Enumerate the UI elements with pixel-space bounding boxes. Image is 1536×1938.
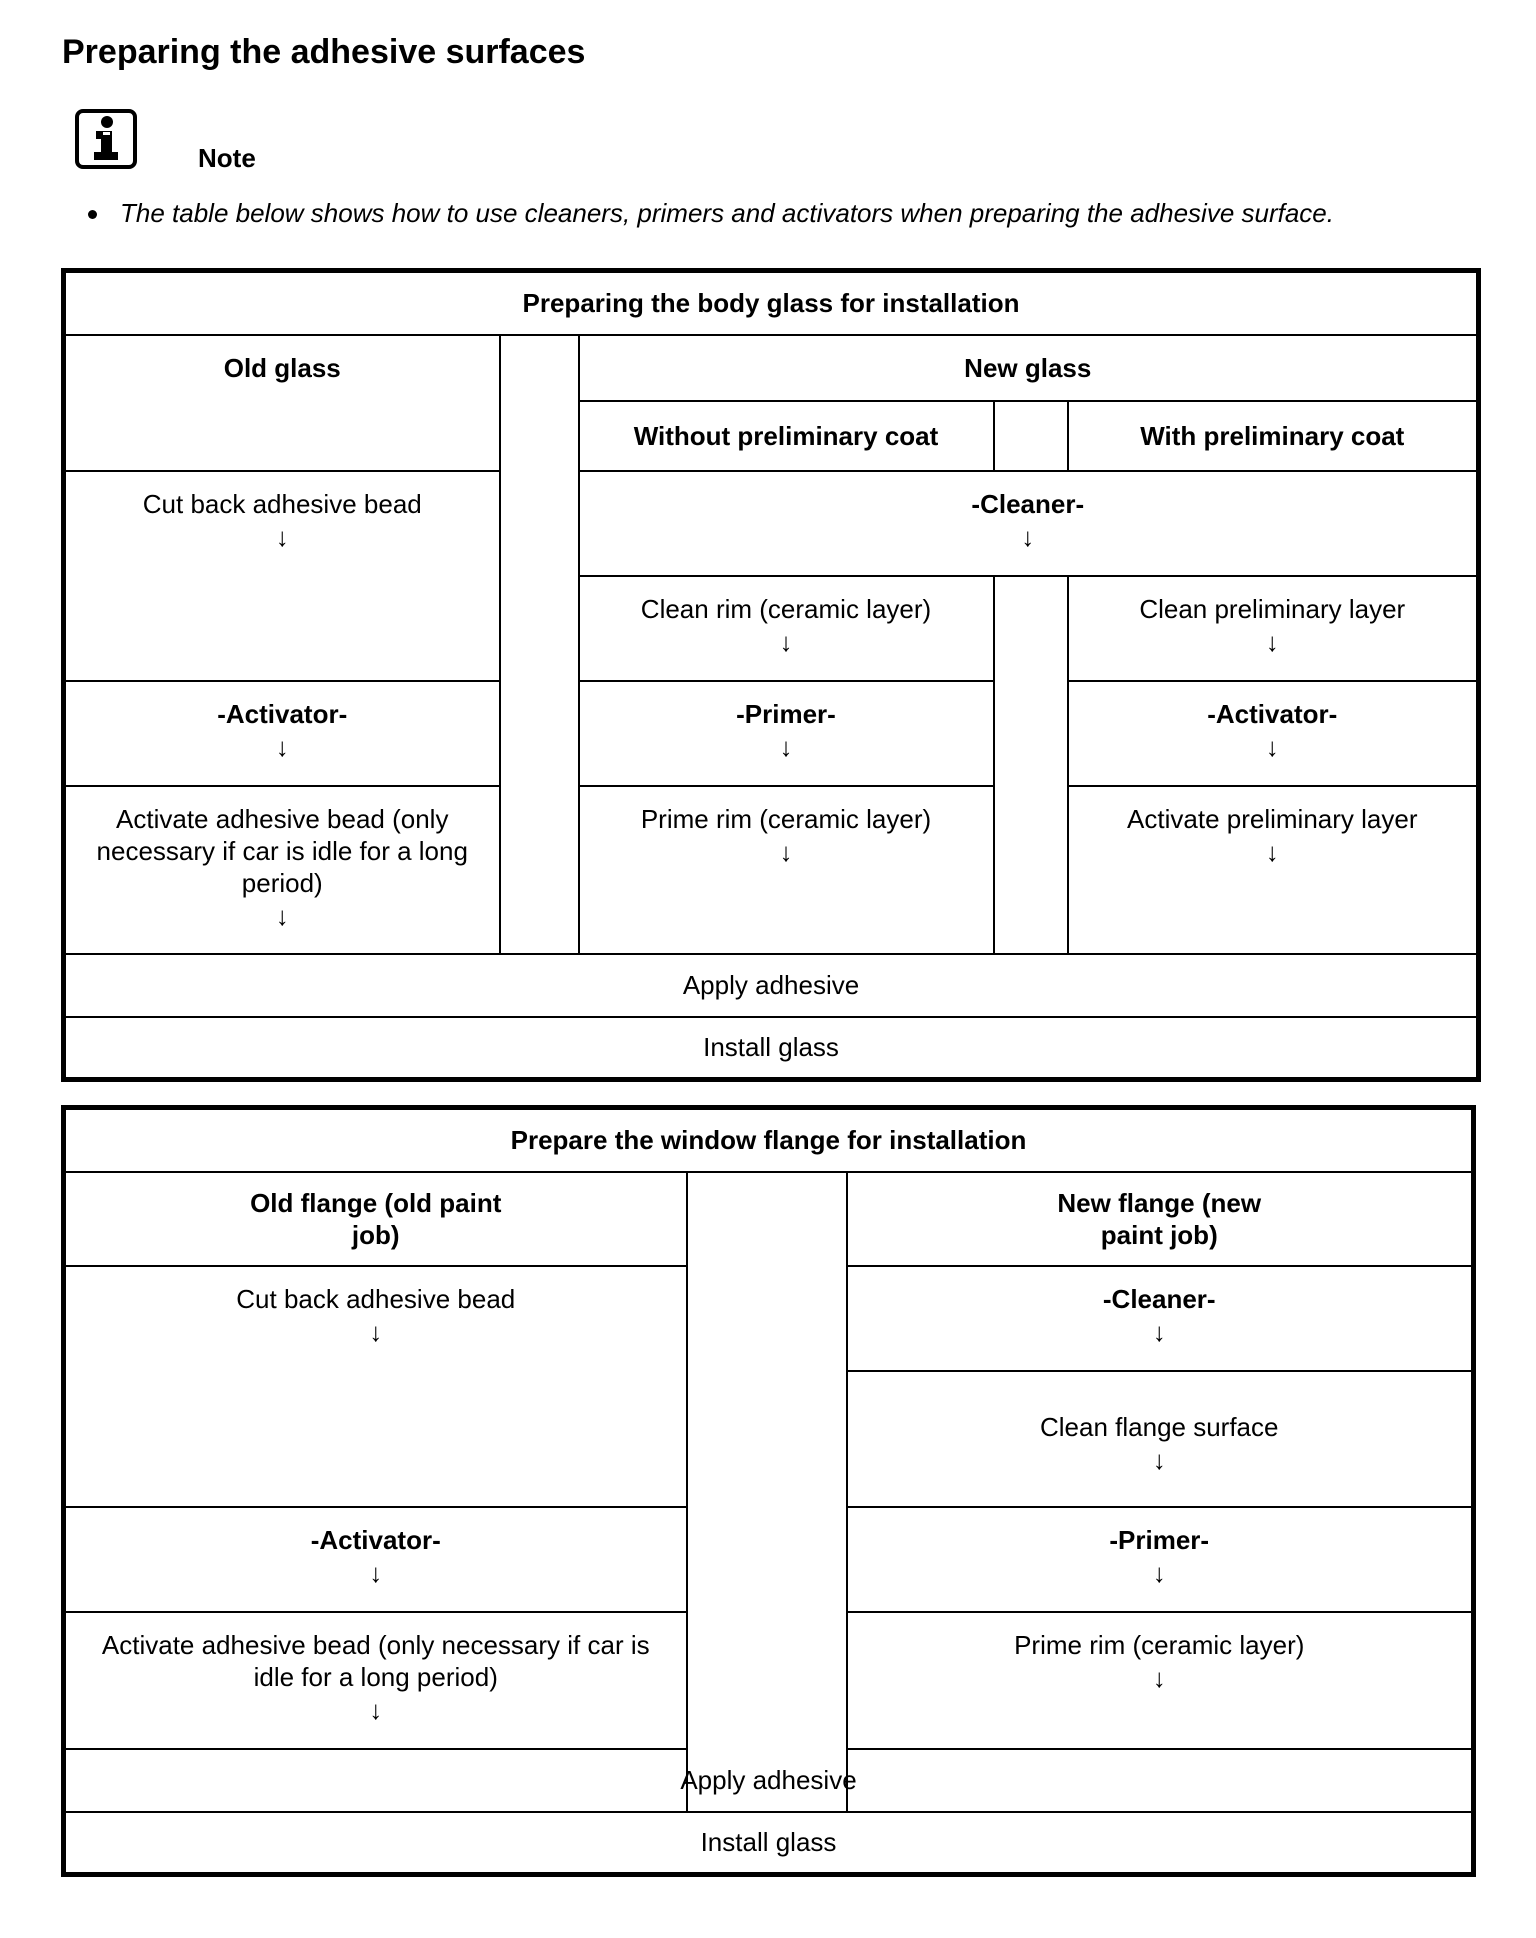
new-flange-step3: -Primer- ↓ [847,1507,1474,1612]
spacer-column [500,335,579,954]
new-flange-step4: Prime rim (ceramic layer) ↓ [847,1612,1474,1749]
cleaner-cell: -Cleaner- ↓ [579,471,1479,576]
without-coat-step1: Clean rim (ceramic layer) ↓ [579,576,994,681]
down-arrow-icon: ↓ [779,731,793,762]
down-arrow-icon: ↓ [369,1694,383,1725]
down-arrow-icon: ↓ [1152,1662,1166,1693]
old-flange-step2: -Activator- ↓ [64,1507,687,1612]
old-flange-header: Old flange (old paint job) [64,1172,687,1266]
old-glass-step3: Activate adhesive bead (only necessary if car is idle for a long period) ↓ [64,786,500,954]
down-arrow-icon: ↓ [1152,1444,1166,1475]
body-glass-table [61,268,1481,1082]
page-title: Preparing the adhesive surfaces [62,33,586,71]
window-flange-table [61,1105,1476,1877]
spacer-column [687,1172,847,1812]
down-arrow-icon: ↓ [1265,731,1279,762]
new-glass-header: New glass [579,335,1479,401]
note-label: Note [198,143,256,173]
down-arrow-icon: ↓ [1152,1316,1166,1347]
new-flange-header: New flange (new paint job) [847,1172,1474,1266]
old-glass-step1: Cut back adhesive bead ↓ [64,471,500,681]
table-title: Preparing the body glass for installation [64,271,1479,335]
without-coat-step3: Prime rim (ceramic layer) ↓ [579,786,994,954]
old-glass-step2: -Activator- ↓ [64,681,500,786]
apply-adhesive-row: Apply adhesive [64,1749,1474,1812]
down-arrow-icon: ↓ [1152,1557,1166,1588]
with-coat-header: With preliminary coat [1068,401,1479,471]
down-arrow-icon: ↓ [275,521,289,552]
down-arrow-icon: ↓ [1021,521,1035,552]
old-glass-header: Old glass [64,335,500,471]
new-flange-step2: Clean flange surface ↓ [847,1371,1474,1507]
down-arrow-icon: ↓ [369,1557,383,1588]
old-flange-step1: Cut back adhesive bead ↓ [64,1266,687,1507]
down-arrow-icon: ↓ [1265,626,1279,657]
install-glass-row: Install glass [64,1812,1474,1875]
spacer-cell [994,401,1068,471]
info-note-icon [74,108,138,172]
down-arrow-icon: ↓ [275,900,289,931]
old-flange-step3: Activate adhesive bead (only necessary if car is idle for a long period) ↓ [64,1612,687,1749]
down-arrow-icon: ↓ [1265,836,1279,867]
down-arrow-icon: ↓ [275,731,289,762]
down-arrow-icon: ↓ [779,626,793,657]
apply-adhesive-row: Apply adhesive [64,954,1479,1017]
with-coat-step3: Activate preliminary layer ↓ [1068,786,1479,954]
install-glass-row: Install glass [64,1017,1479,1080]
down-arrow-icon: ↓ [779,836,793,867]
note-list [84,196,1496,230]
table-title: Prepare the window flange for installation [64,1108,1474,1172]
new-flange-step1: -Cleaner- ↓ [847,1266,1474,1371]
spacer-cell [994,576,1068,954]
with-coat-step1: Clean preliminary layer ↓ [1068,576,1479,681]
without-coat-header: Without preliminary coat [579,401,994,471]
with-coat-step2: -Activator- ↓ [1068,681,1479,786]
without-coat-step2: -Primer- ↓ [579,681,994,786]
note-item: The table below shows how to use cleaners, primers and activators when preparing the adhesive surface. [84,196,1496,230]
down-arrow-icon: ↓ [369,1316,383,1347]
